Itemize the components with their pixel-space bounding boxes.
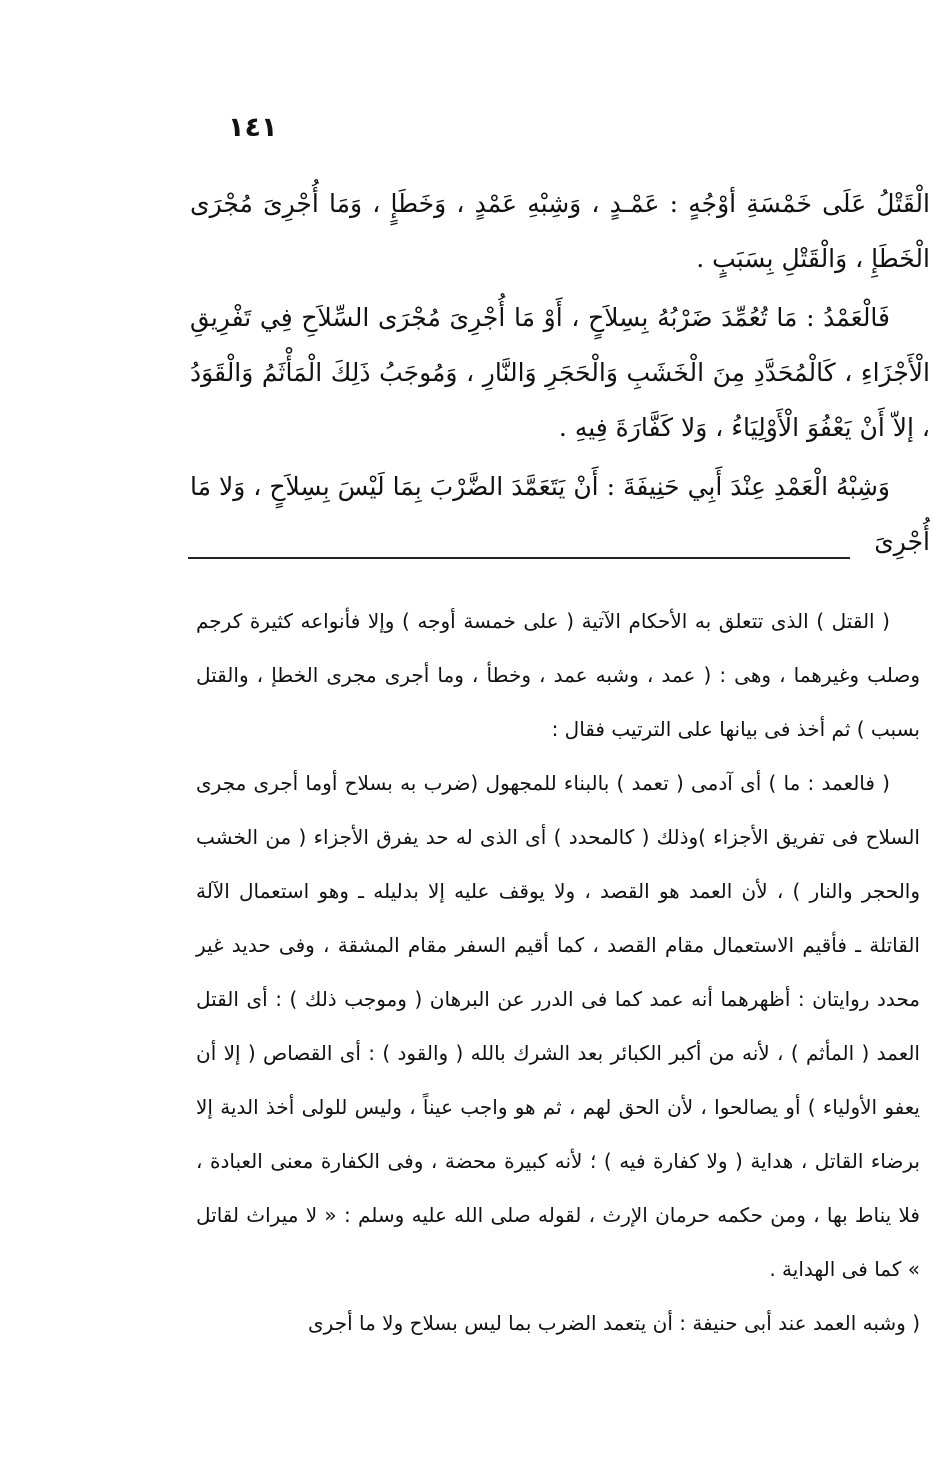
- main-text-block: [190, 176, 930, 573]
- commentary-paragraph: ( فالعمد : ما ) أى آدمى ( تعمد ) بالبناء للمجهول (ضرب به بسلاح أوما أجرى مجرى السلاح فى تفريق الأجزاء )وذلك ( كالمحدد ) أى الذى له حد يفرق الأجزاء ( من الخشب والحجر والنار ) ، لأن العمد هو القصد ، ولا يوقف عليه إلا بدليله ـ وهو استعمال الآلة القاتلة ـ فأقيم الاستعمال مقام القصد ، كما أقيم السفر مقام المشقة ، وفى حديد غير محدد روايتان : أظهرهما أنه عمد كما فى الدرر عن البرهان ( وموجب ذلك ) : أى القتل العمد ( المأثم ) ، لأنه من أكبر الكبائر بعد الشرك بالله ( والقود ) : أى القصاص ( إلا أن يعفو الأولياء ) أو يصالحوا ، لأن الحق لهم ، ثم هو واجب عيناً ، وليس للولى أخذ الدية إلا برضاء القاتل ، هداية ( ولا كفارة فيه ) ؛ لأنه كبيرة محضة ، وفى الكفارة معنى العبادة ، فلا يناط بها ، ومن حكمه حرمان الإرث ، لقوله صلى الله عليه وسلم : « لا ميراث لقاتل » كما فى الهداية .: [196, 771, 920, 1281]
- main-paragraph: وَشِبْهُ الْعَمْدِ عِنْدَ أَبِي حَنِيفَةَ : أَنْ يَتَعَمَّدَ الضَّرْبَ بِمَا لَيْسَ بِسِلاَحٍ ، وَلا مَا أُجْرِىَ: [190, 472, 930, 556]
- commentary-paragraph: ( القتل ) الذى تتعلق به الأحكام الآتية ( على خمسة أوجه ) وإلا فأنواعه كثيرة كرجم وصلب وغيرهما ، وهى : ( عمد ، وشبه عمد ، وخطأ ، وما أجرى مجرى الخطإ ، والقتل بسبب ) ثم أخذ فى بيانها على الترتيب فقال :: [196, 609, 920, 741]
- commentary-block: [196, 594, 920, 1350]
- commentary-paragraph: ( وشبه العمد عند أبى حنيفة : أن يتعمد الضرب بما ليس بسلاح ولا ما أجرى: [308, 1311, 920, 1335]
- main-paragraph: فَالْعَمْدُ : مَا تُعُمِّدَ ضَرْبُهُ بِسِلاَحٍ ، أَوْ مَا أُجْرِىَ مُجْرَى السِّلاَحِ فِي تَفْرِيقِ الْأَجْزَاءِ ، كَالْمُحَدَّدِ مِنَ الْخَشَبِ وَالْحَجَرِ وَالنَّارِ ، وَمُوجَبُ ذَلِكَ الْمَأْثَمُ وَالْقَوَدُ ، إلاّ أَنْ يَعْفُوَ الْأَوْلِيَاءُ ، وَلا كَفَّارَةَ فِيهِ .: [190, 303, 930, 442]
- main-paragraph: الْقَتْلُ عَلَى خَمْسَةِ أوْجُهٍ : عَمْـدٍ ، وَشِبْهِ عَمْدٍ ، وَخَطَإٍ ، وَمَا أُجْرِىَ مُجْرَى الْخَطَإِ ، وَالْقَتْلِ بِسَبَبٍ .: [190, 189, 930, 273]
- page-number: ١٤١: [228, 112, 278, 143]
- section-divider: [188, 557, 850, 559]
